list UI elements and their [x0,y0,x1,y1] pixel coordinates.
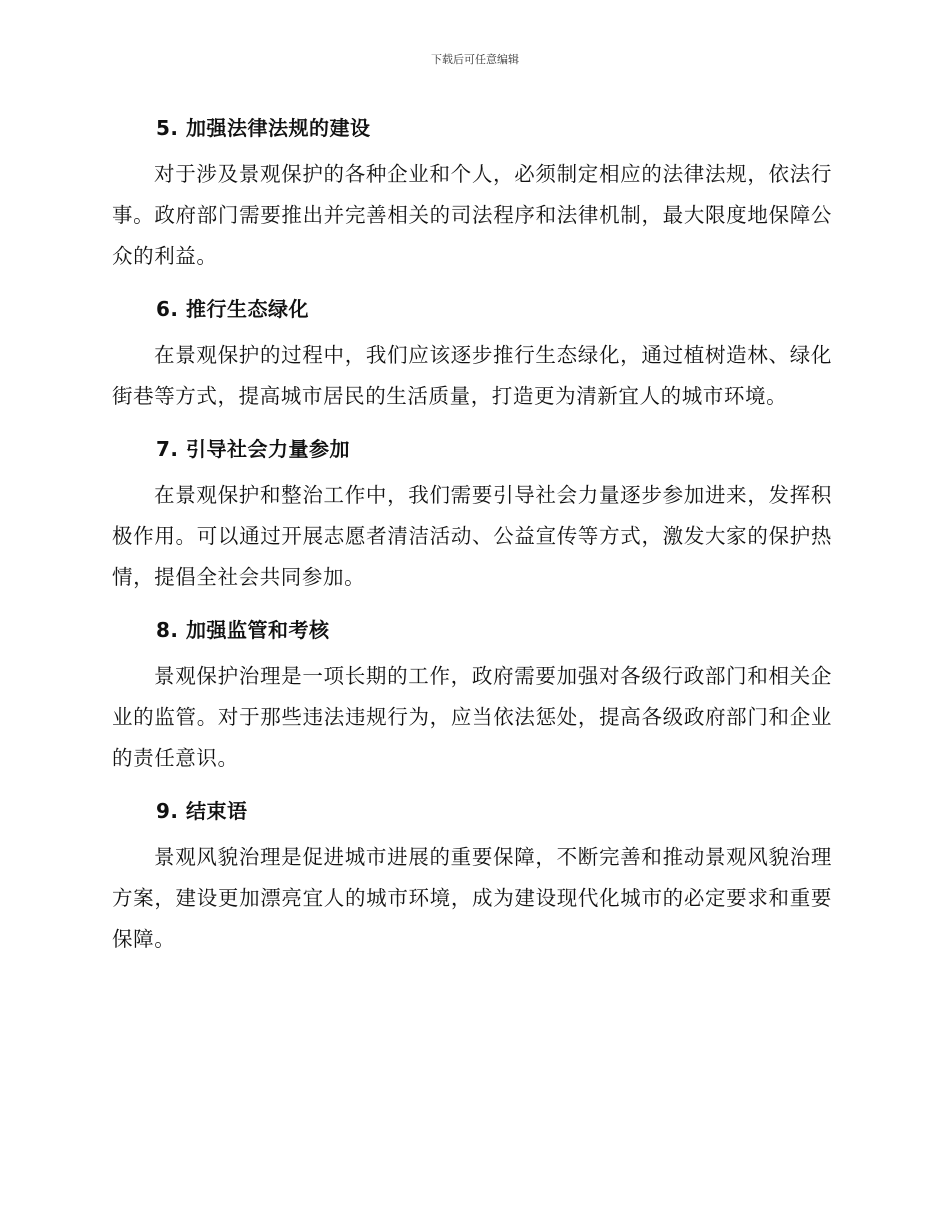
section-heading: 9. 结束语 [156,799,248,823]
section-paragraph: 在景观保护和整治工作中，我们需要引导社会力量逐步参加进来，发挥积极作用。可以通过开展志愿者清洁活动、公益宣传等方式，激发大家的保护热情，提倡全社会共同参加。 [112,483,832,589]
section-heading: 7. 引导社会力量参加 [156,437,350,461]
page-header-note: 下载后可任意编辑 [431,53,519,66]
section-paragraph: 对于涉及景观保护的各种企业和个人，必须制定相应的法律法规，依法行事。政府部门需要推出并完善相关的司法程序和法律机制，最大限度地保障公众的利益。 [112,162,832,268]
document-body [112,108,832,972]
section-paragraph: 景观保护治理是一项长期的工作，政府需要加强对各级行政部门和相关企业的监管。对于那些违法违规行为，应当依法惩处，提高各级政府部门和企业的责任意识。 [112,664,832,770]
section-heading: 5. 加强法律法规的建设 [156,116,371,140]
section-heading: 6. 推行生态绿化 [156,297,309,321]
section-paragraph: 景观风貌治理是促进城市进展的重要保障，不断完善和推动景观风貌治理方案，建设更加漂亮宜人的城市环境，成为建设现代化城市的必定要求和重要保障。 [112,845,832,951]
section-social-participation [112,429,832,598]
section-supervision [112,610,832,779]
section-paragraph: 在景观保护的过程中，我们应该逐步推行生态绿化，通过植树造林、绿化街巷等方式，提高城市居民的生活质量，打造更为清新宜人的城市环境。 [112,343,832,408]
section-heading: 8. 加强监管和考核 [156,618,330,642]
section-legal-construction [112,108,832,277]
section-ecological-greening [112,289,832,417]
section-conclusion [112,791,832,960]
